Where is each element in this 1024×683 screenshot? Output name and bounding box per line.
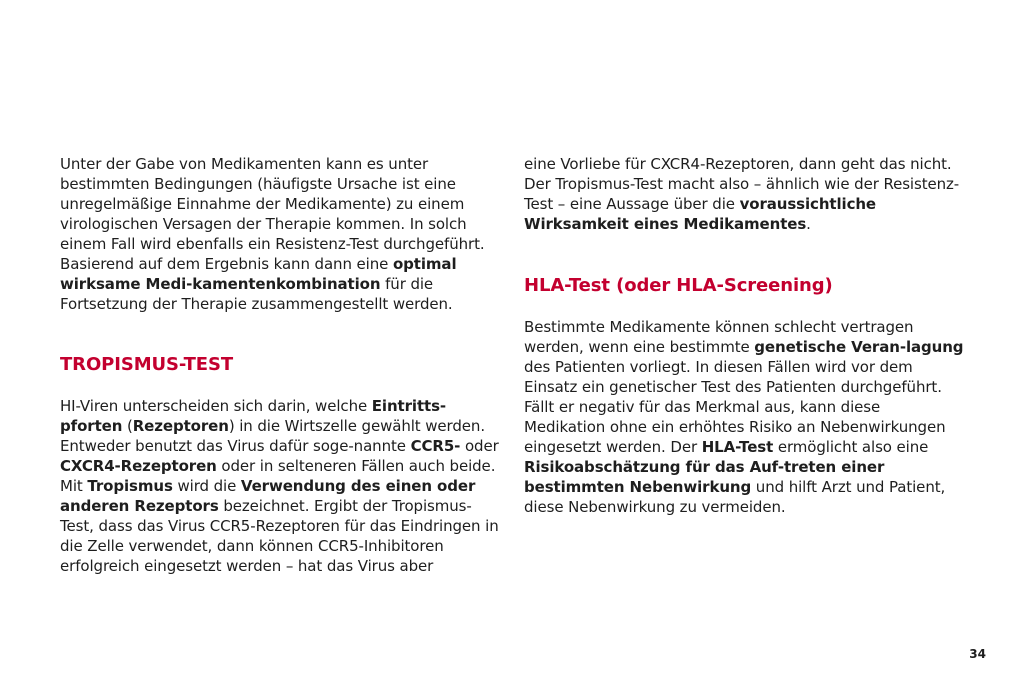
left-paragraph-2 [60,396,500,576]
left-paragraph-1 [60,154,500,314]
bold-phrase: Rezeptoren [132,417,229,435]
right-paragraph-2 [524,317,964,517]
text-span: des Patienten vorliegt. In diesen Fällen wird vor dem Einsatz ein genetischer Test des Patienten durchgeführt. Fällt er negativ für das Merkmal aus, kann diese Medikation ohne ein erhöhtes Risiko an Nebenwirkungen eingesetzt werden. Der [524,358,946,456]
bold-phrase: Risikoabschätzung für das Auf-treten einer bestimmten Nebenwirkung [524,458,885,496]
text-span: . [806,215,811,233]
bold-phrase: voraussichtliche Wirksamkeit eines Medikamentes [524,195,877,233]
text-span: Bestimmte Medikamente können schlecht vertragen werden, wenn eine bestimmte [524,318,914,356]
section-heading-hla: HLA-Test (oder HLA-Screening) [524,275,833,296]
bold-phrase: HLA-Test [701,438,774,456]
text-span: ) in die Wirtszelle gewählt werden. Entweder benutzt das Virus dafür soge-nannte [60,417,485,455]
text-span: wird die [172,477,241,495]
text-span: oder in selteneren Fällen auch beide. Mit [60,457,496,495]
text-span: ( [122,417,133,435]
right-paragraph-1 [524,154,964,234]
bold-phrase: Verwendung des einen oder anderen Rezeptors [60,477,476,515]
text-span: und hilft Arzt und Patient, diese Nebenwirkung zu vermeiden. [524,478,946,516]
text-span: Unter der Gabe von Medikamenten kann es unter bestimmten Bedingungen (häufigste Ursache ist eine unregelmäßige Einnahme der Medikamente) zu einem virologischen Versagen der Therapie kommen. In solch einem Fall wird ebenfalls ein Resistenz-Test durchgeführt. Basierend auf dem Ergebnis kann dann eine [60,155,485,273]
bold-phrase: genetische Veran-lagung [754,338,964,356]
right-column [524,154,964,517]
text-span: ermöglicht also eine [773,438,929,456]
bold-phrase: CXCR4-Rezeptoren [60,457,217,475]
text-span: eine Vorliebe für CXCR4-Rezeptoren, dann geht das nicht. Der Tropismus-Test macht also – ähnlich wie der Resistenz-Test – eine Aussage über die [524,155,960,213]
text-span: bezeichnet. Ergibt der Tropismus-Test, dass das Virus CCR5-Rezeptoren für das Eindringen in die Zelle verwendet, dann können CCR5-Inhibitoren erfolgreich eingesetzt werden – hat das Virus aber [60,497,499,575]
bold-phrase: CCR5- [410,437,461,455]
bold-phrase: Tropismus [87,477,173,495]
text-span: oder [460,437,499,455]
bold-phrase: Eintritts-pforten [60,397,447,435]
page-number: 34 [969,647,986,661]
text-span: HI-Viren unterscheiden sich darin, welche [60,397,372,415]
section-heading-tropismus: TROPISMUS-TEST [60,354,234,375]
text-span: für die Fortsetzung der Therapie zusammengestellt werden. [60,275,453,313]
bold-phrase: optimal wirksame Medi-kamentenkombination [60,255,457,293]
left-column [60,154,500,576]
